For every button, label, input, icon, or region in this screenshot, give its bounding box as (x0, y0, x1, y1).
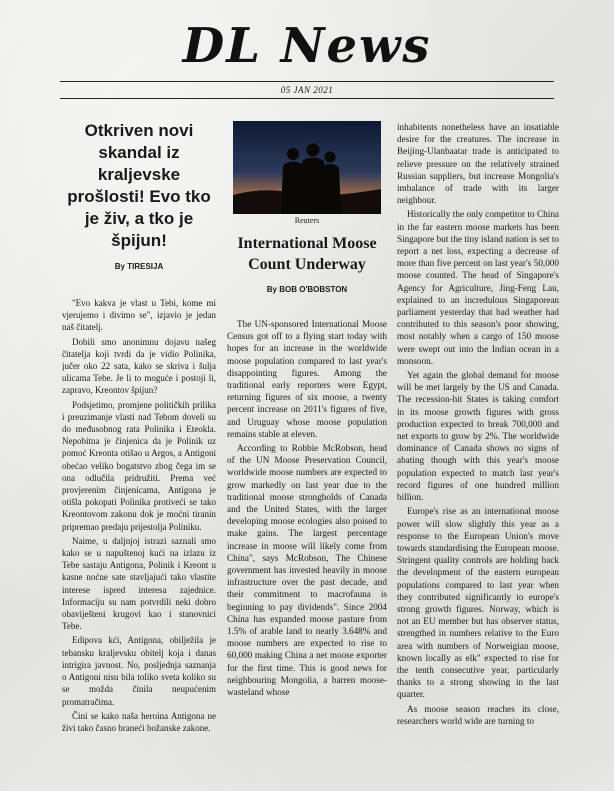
article-1-paragraph: Čini se kako naša heroina Antigona ne živi tako časno braneći božanske zakone. (62, 710, 216, 733)
article-1-paragraph: Naime, u daljnjoj istrazi saznali smo kako se u napuštenoj kući na izlazu iz Tebe sastaju Antigona, Polinik i Kreont u kasne noćne sate stavljajući tako vlastite interese ispred interesa zajednice. Informaciju su nam potvrdili neki dobro obaviješteni krugovi kao i stanovnici Tebe. (62, 535, 216, 632)
article-1-body (62, 297, 216, 734)
article-2-byline: By BOB O'BOBSTON (266, 285, 348, 294)
article-2-paragraph: According to Robbie McRobson, head of the UN Moose Preservation Council, worldwide moose numbers are expected to grow markedly on last year due to the traditional moose strongholds of Canada and the United States, with the larger developing moose ecologies also poised to make gains. The largest percentage increase in moose will likely come from China", says McRobson, The Chinese government has invested heavily in moose infrastructure over the past decade, and their commitment to macrofauna is beginning to pay dividends". Since 2004 China has expanded moose pasture from 1.5% of arable land to nearly 3.648% and moose numbers are expected to rise to 60,000 making China a net moose exporter for the first time. This is good news for neighbouring Mongolia, a barren moose-wasteland whose (227, 443, 387, 698)
masthead-rule-top (60, 81, 554, 82)
column-right (397, 121, 559, 791)
article-2-continued-paragraph: As moose season reaches its close, researchers world wide are turning to (397, 703, 559, 726)
photo-credit: Reuters (294, 216, 320, 225)
masthead-rule-bottom (60, 98, 554, 99)
article-1-paragraph: Edipova kći, Antigona, obilježila je tebansku kraljevsku obitelj koja i danas intrigira javnost. No, posljednja saznanja o Antigoni nisu bila toliko sveta koliko su se možda činila neupućenim promatračima. (62, 635, 216, 707)
article-1-paragraph: "Evo kakva je vlast u Tebi, kome mi vjerujemo i divimo se", izjavio je jedan naš čitatelj. (62, 298, 216, 333)
dateline: 05 JAN 2021 (280, 85, 334, 95)
article-2-paragraph: The UN-sponsored International Moose Census got off to a flying start today with hopes for an increase in the worldwide moose population compared to last year's disappointing figures. Among the traditional early reporters were Egypt, returning figures of six moose, a twenty percent increase on 2011's figures of five, and Uruguay whose moose population remains stable at eleven. (227, 319, 387, 439)
news-photo (233, 121, 381, 214)
article-1-paragraph: Dobili smo anonimnu dojavu našeg čitatelja koji tvrdi da je vidio Polinika, jučer oko 22 sata, kako se skriva i šulja ulicama Tebe. Je li to moguće i postoji li, zapravo, Kreontov špijun? (62, 336, 216, 396)
article-2-headline: International Moose Count Underway (237, 235, 377, 273)
article-1-paragraph: Podsjetimo, promjene političkih prilika i preuzimanje vlasti nad Tebom doveli su do međusobnog rata Polinika i Eteokla. Nepobitna je činjenica da je Polinik uz pomoć Kreonta otišao u Argos, a Antigoni obećao veliko bogatstvo zbog čega im se ona odlučila pridružiti. Prema već provjerenim činjenicama, Antigona je otišla pokopati Polinika protiveći se tako Kreontovom zakonu dok je moćni tiranin pripremao predaju prijestolja Poliniku. (62, 399, 216, 532)
article-1-headline: Otkriven novi skandal iz kraljevske prošlosti! Evo tko je živ, a tko je špijun! (67, 121, 211, 250)
article-2-continued-paragraph: Historically the only competitor to China in the far eastern moose markets has been Singapore but the tiny island nation is set to report a net loss, expecting a decrease of more than five percent on last year's 50,000 moose counted. The head of Singapore's Agency for Agriculture, Jing-Feng Lau, explained to an incredulous Singaporean parliament yesterday that bad weather had contributed to this season's poor showing, most notably when a cargo of 150 moose were swept out into the Indian ocean in a monsoon. (397, 209, 559, 366)
article-2-body (227, 318, 387, 698)
article-2-continued-paragraph: Yet again the global demand for moose will be met largely by the US and Canada. The recession-hit States is taking comfort in its moose growth figures with gross production expected to break 700,000 and net exports to grow by 2%. The worldwide dominance of Canada shows no signs of abating though with this year's moose population expected to match last year's record figures of one hundred million billion. (397, 370, 559, 503)
article-2-continued-paragraph: inhabitents nonetheless have an insatiable desire for the creatures. The increase in Beijing-Ulanbaatar trade is anticipated to relieve pressure on the relatively strained Russian suppliers, but increase Mongolia's imbalance of trade with its larger neighbour. (397, 122, 559, 206)
masthead-title: DL News (182, 18, 432, 74)
column-middle (227, 118, 387, 791)
article-2-continued-body (397, 121, 559, 727)
article-2-continued-paragraph: Europe's rise as an international moose power will slow slightly this year as a response to the European Union's move towards standardising the European moose. Stringent quality controls are holding back the development of the eastern european populations compared to last year when they contributed significantly to europe's strong growth figures. Norway, which is not an EU member but has observer status, strengthed in numbers relative to the Euro area with numbers of Norweigian moose, known locally as elk" expected to rise for the tenth consecutive year, particularly thanks to a strong showing in the last quarter. (397, 506, 559, 700)
column-left (62, 118, 216, 791)
article-1-byline: By TIRESIJA (114, 262, 164, 271)
